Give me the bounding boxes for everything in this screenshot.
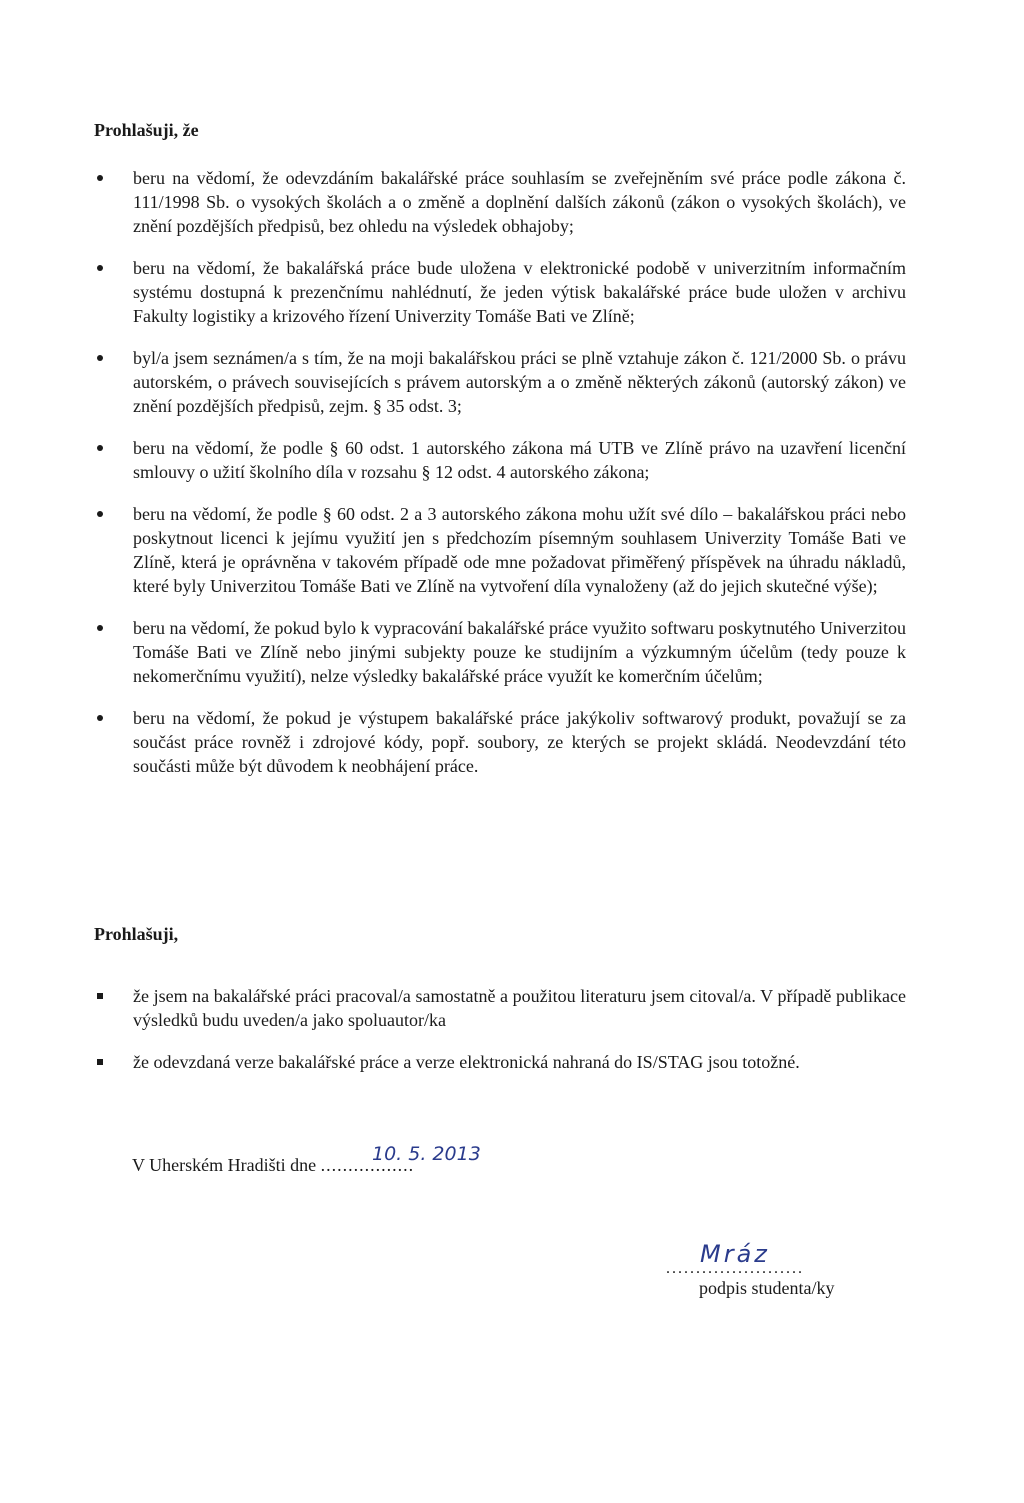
list-item-text: beru na vědomí, že odevzdáním bakalářské práce souhlasím se zveřejněním své práce podle zákona č. 111/1998 Sb. o vysokých školách a o změně a doplnění dalších zákonů (zákon o vysokých školách), ve znění pozdějších předpisů, bez ohledu na výsledek obhajoby; — [133, 168, 906, 236]
bullet-icon — [97, 355, 103, 361]
handwritten-signature: Mráz — [700, 1240, 770, 1268]
list-item — [92, 256, 906, 328]
list-item — [92, 984, 906, 1032]
list-item — [92, 616, 906, 688]
signature-caption: podpis studenta/ky — [699, 1278, 835, 1298]
list-item-text: beru na vědomí, že bakalářská práce bude uložena v elektronické podobě v univerzitním informačním systému dostupná k prezenčnímu nahlédnutí, že jeden výtisk bakalářské práce bude uložen v archivu Fakulty logistiky a krizového řízení Univerzity Tomáše Bati ve Zlíně; — [133, 258, 906, 326]
section1-list — [92, 166, 906, 778]
list-item — [92, 346, 906, 418]
list-item-text: beru na vědomí, že pokud je výstupem bakalářské práce jakýkoliv softwarový produkt, považují se za součást práce rovněž i zdrojové kódy, popř. soubory, ze kterých se projekt skládá. Neodevzdání této součásti může být důvodem k neobhájení práce. — [133, 708, 906, 776]
bullet-icon — [97, 625, 103, 631]
section1-heading: Prohlašuji, že — [94, 120, 199, 140]
place-date-label: V Uherském Hradišti dne — [132, 1155, 317, 1175]
bullet-icon — [97, 715, 103, 721]
signature-dots: ....................... — [666, 1260, 804, 1277]
handwritten-date: 10. 5. 2013 — [372, 1143, 481, 1165]
list-item-text: že jsem na bakalářské práci pracoval/a samostatně a použitou literaturu jsem citoval/a. V případě publikace výsledků budu uveden/a jako spoluautor/ka — [133, 986, 906, 1030]
section2-heading: Prohlašuji, — [94, 924, 179, 944]
list-item-text: že odevzdaná verze bakalářské práce a verze elektronická nahraná do IS/STAG jsou totožné. — [133, 1052, 800, 1072]
list-item — [92, 166, 906, 238]
bullet-icon — [97, 1059, 103, 1065]
list-item — [92, 436, 906, 484]
bullet-icon — [97, 993, 103, 999]
list-item-text: byl/a jsem seznámen/a s tím, že na moji bakalářskou práci se plně vztahuje zákon č. 121/2000 Sb. o právu autorském, o právech souvisejících s právem autorským a o změně některých zákonů (autorský zákon) ve znění pozdějších předpisů, zejm. § 35 odst. 3; — [133, 348, 906, 416]
list-item — [92, 502, 906, 598]
bullet-icon — [97, 445, 103, 451]
list-item-text: beru na vědomí, že podle § 60 odst. 2 a 3 autorského zákona mohu užít své dílo – bakalářskou práci nebo poskytnout licenci k jejímu využití jen s předchozím písemným souhlasem Univerzity Tomáše Bati ve Zlíně, která je oprávněna v takovém případě ode mne požadovat přiměřený příspěvek na úhradu nákladů, které byly Univerzitou Tomáše Bati ve Zlíně na vytvoření díla vynaloženy (až do jejich skutečné výše); — [133, 504, 906, 596]
bullet-icon — [97, 265, 103, 271]
list-item — [92, 706, 906, 778]
list-item-text: beru na vědomí, že podle § 60 odst. 1 autorského zákona má UTB ve Zlíně právo na uzavření licenční smlouvy o užití školního díla v rozsahu § 12 odst. 4 autorského zákona; — [133, 438, 906, 482]
list-item — [92, 1050, 906, 1074]
bullet-icon — [97, 511, 103, 517]
list-item-text: beru na vědomí, že pokud bylo k vypracování bakalářské práce využito softwaru poskytnutého Univerzitou Tomáše Bati ve Zlíně nebo jinými subjekty pouze ke studijním a výzkumným účelům (tedy pouze k nekomerčnímu využití), nelze výsledky bakalářské práce využít ke komerčním účelům; — [133, 618, 906, 686]
section2-list — [92, 984, 906, 1074]
bullet-icon — [97, 175, 103, 181]
date-dots: ................. — [320, 1155, 415, 1175]
